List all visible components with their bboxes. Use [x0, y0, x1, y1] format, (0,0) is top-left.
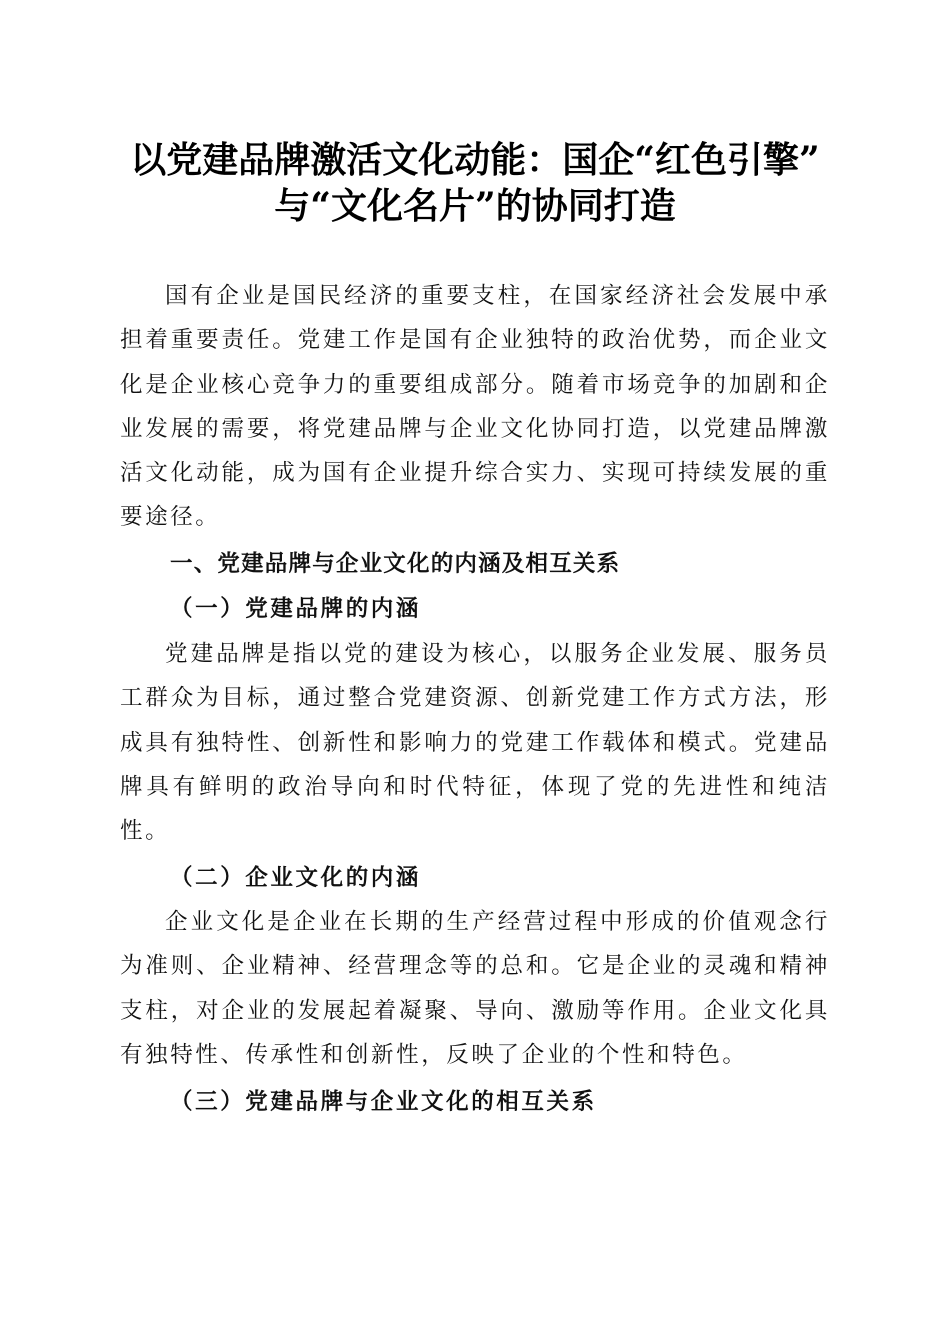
document-title-line1: 以党建品牌激活文化动能：国企“红色引擎”	[130, 139, 820, 181]
subsection3-heading: （三）党建品牌与企业文化的相互关系	[170, 1089, 597, 1115]
document-title-line2: 与“文化名片”的协同打造	[274, 185, 676, 227]
subsection1-paragraph: 党建品牌是指以党的建设为核心，以服务企业发展、服务员工群众为目标，通过整合党建资源、创新党建工作方式方法，形成具有独特性、创新性和影响力的党建工作载体和模式。党建品牌具有鲜明的政治导向和时代特征，体现了党的先进性和纯洁性。	[120, 641, 830, 845]
subsection2-heading: （二）企业文化的内涵	[170, 865, 422, 891]
subsection1-heading: （一）党建品牌的内涵	[170, 596, 422, 622]
subsection2-paragraph: 企业文化是企业在长期的生产经营过程中形成的价值观念行为准则、企业精神、经营理念等的总和。它是企业的灵魂和精神支柱，对企业的发展起着凝聚、导向、激励等作用。企业文化具有独特性、传承性和创新性，反映了企业的个性和特色。	[120, 909, 830, 1068]
section1-heading: 一、党建品牌与企业文化的内涵及相互关系	[170, 551, 621, 577]
intro-paragraph: 国有企业是国民经济的重要支柱，在国家经济社会发展中承担着重要责任。党建工作是国有企业独特的政治优势，而企业文化是企业核心竞争力的重要组成部分。随着市场竞争的加剧和企业发展的需要，将党建品牌与企业文化协同打造，以党建品牌激活文化动能，成为国有企业提升综合实力、实现可持续发展的重要途径。	[120, 283, 830, 531]
